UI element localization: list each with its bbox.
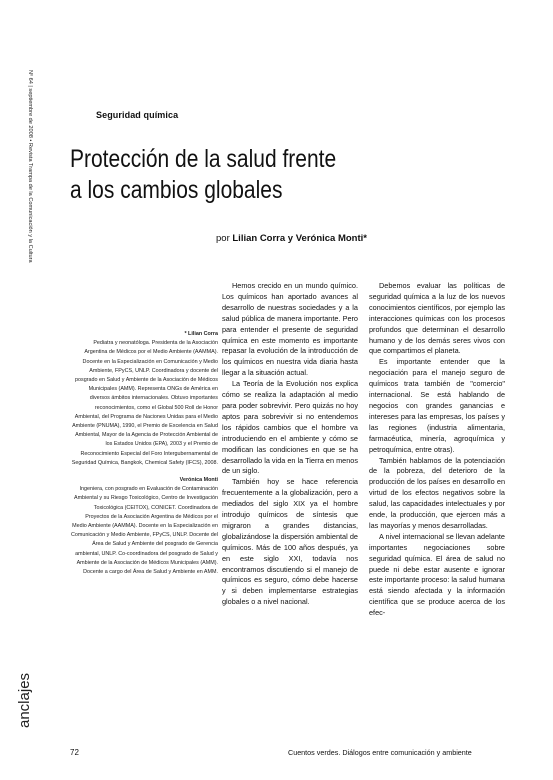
author-note: [70, 476, 218, 577]
byline-prefix: por: [216, 233, 230, 244]
body-paragraph: La Teoría de la Evolución nos explica cómo se realiza la adaptación al medio para poder sobrevivir. Pero quizás no hoy aptos para sobrevivir si no entendemos los rápidos cambios que el hombre va introduciendo en el ambiente y cómo se modifican las condiciones en que se ha desarrollado la vida en la Tierra en menos de un siglo.: [222, 379, 358, 476]
author-note-heading: Verónica Monti: [179, 477, 218, 484]
section-label: Seguridad química: [96, 110, 179, 120]
body-paragraph: Hemos crecido en un mundo químico. Los químicos han aportado avances al desarrollo de nuestras sociedades y a la salud pública de manera importante. Pero para entender el presente de seguridad química en este momento es importante repasar la evolución de la introducción de los químicos en nuestra vida diaria hasta llegar a la situación actual.: [222, 281, 358, 378]
byline-authors: Lilian Corra y Verónica Monti*: [232, 233, 367, 244]
title-line-1: Protección de la salud frente: [70, 145, 337, 173]
section-side-label: anclajes: [16, 672, 33, 728]
author-note-heading: * Lilian Corra: [184, 331, 218, 337]
byline: [216, 233, 367, 244]
body-column-2: [369, 281, 505, 619]
author-note-body: Ingeniera, con posgrado en Evaluación de Contaminación Ambiental y su Riesgo Toxicológico, Centro de Investigación Toxicológica (CEITOX), CONICET. Coordinadora de Proyectos de la Asociación Argentina de Médicos por el Medio Ambiente (AAMMA). Docente en la Especialización en Comunicación y Medio Ambiente, FPyCS, UNLP. Docente del Área de Salud y Ambiente del posgrado de Gerencia ambiental, UNLP. Co-coordinadora del posgrado de Salud y Ambiente de la Asociación de Médicos Municipales (AMM). Docente a cargo del Área de Salud y Ambiente en AMM.: [70, 486, 218, 576]
body-paragraph: A nivel internacional se llevan adelante importantes negociaciones sobre seguridad química. El área de salud no puede ni debe estar ausente e ignorar este importante proceso: la salud humana está siendo afectada y la información científica que se produce acerca de los efec-: [369, 531, 505, 618]
body-paragraph: Debemos evaluar las políticas de seguridad química a la luz de los nuevos conocimientos científicos, por ejemplo las interacciones químicas con los procesos profundos que determinan el desarrollo humano y de los demás seres vivos con que compartimos el planeta.: [369, 281, 505, 356]
body-paragraph: También hoy se hace referencia frecuentemente a la globalización, pero a mediados del siglo XIX ya el hombre introdujo químicos de síntesis que migraron a grandes distancias, globalizándose la dispersión ambiental de químicos. Más de 100 años después, ya en este siglo XXI, todavía nos encontramos discutiendo si el manejo de químicos es seguro, cómo debe hacerse y si deben implementarse estrategias globales o a nivel nacional.: [222, 477, 358, 607]
title-line-2: a los cambios globales: [70, 176, 283, 204]
body-paragraph: Es importante entender que la negociación para el manejo seguro de químicos trata también de "comercio" internacional. Se está hablando de negocios con grandes ganancias e intereses para las empresas, los países y las regiones (industria alimentaria, farmacéutica, minería, agroquímica y petroquímica, entre otras).: [369, 357, 505, 454]
article-title: [70, 144, 400, 206]
journal-side-header: Nº 64 | septiembre de 2008 • Revista Trampa de la Comunicación y la Cultura: [27, 70, 33, 263]
body-column-1: [222, 281, 358, 608]
footer-running-title: Cuentos verdes. Diálogos entre comunicación y ambiente: [288, 748, 472, 757]
body-paragraph: También hablamos de la potenciación de la pobreza, del deterioro de la producción de los países en desarrollo en virtud de los efectos negativos sobre la salud, las capacidades intelectuales y por ende, la producción, que ejercen más a las mayorías y menos desarrolladas.: [369, 455, 505, 530]
author-notes: [70, 330, 218, 585]
author-note-body: Pediatra y neonatóloga. Presidenta de la Asociación Argentina de Médicos por el Medio Ambiente (AAMMA). Docente en la Especialización en Comunicación y Medio Ambiente, FPyCS, UNLP. Coordinadora y docente del posgrado en Salud y Ambiente de la Asociación de Médicos Municipales (AMM). Representa ONGs de América en diversos ámbitos internacionales. Obtuvo importantes reconocimientos, como el Global 500 Roll de Honor Ambiental, del Programa de Naciones Unidas para el Medio Ambiente (PNUMA), 1990, el Premio de Excelencia en Salud Ambiental, Mayor de la Agencia de Protección Ambiental de los Estados Unidos (EPA), 2003 y el Premio de Reconocimiento Especial del Foro Intergubernamental de Seguridad Química, Bangkok, Chemical Safety (IFCS), 2008.: [71, 340, 218, 466]
page-number: 72: [70, 748, 79, 757]
author-note: [70, 330, 218, 468]
